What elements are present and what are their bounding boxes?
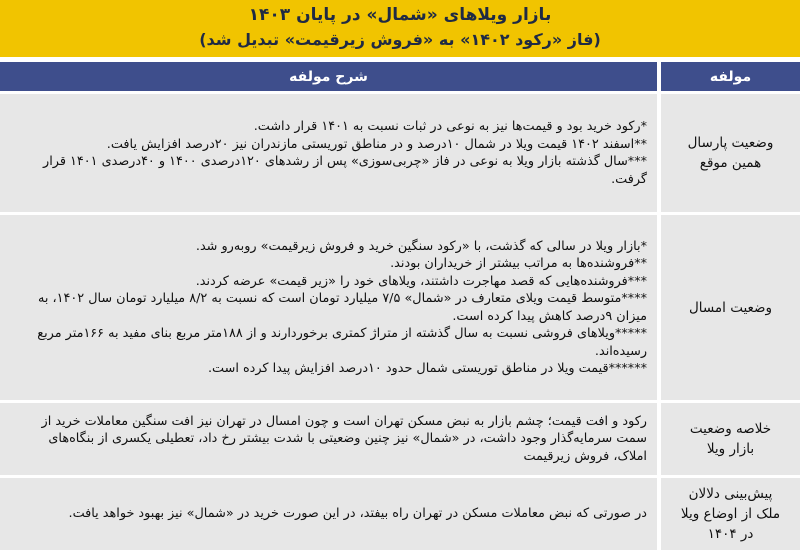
row-factor-label: خلاصه وضعیت xyxy=(689,421,772,437)
row-factor-label: ملک از اوضاع ویلا xyxy=(680,506,781,522)
description-item: ******قیمت ویلا در مناطق توریستی شمال حدود ۱۰درصد افزایش پیدا کرده است. xyxy=(207,361,647,376)
table-row xyxy=(0,215,800,400)
table-row xyxy=(0,478,800,550)
description-item: *بازار ویلا در سالی که گذشت، با «رکود سنگین خرید و فروش زیرقیمت» روبه‌رو شد. xyxy=(195,238,647,254)
description-item: در صورتی که نبض معاملات مسکن در تهران راه بیفتد، در این صورت خرید در «شمال» نیز بهبود خواهد یافت. xyxy=(68,506,647,522)
row-factor-label: همین موقع xyxy=(699,155,762,171)
description-item: ****متوسط قیمت ویلای متعارف در «شمال» ۷/۵ میلیارد تومان است که نسبت به ۸/۲ میلیارد تومان سال ۱۴۰۲، به میزان ۹درصد کاهش پیدا کرده است. xyxy=(38,291,647,324)
header-description: شرح مولفه xyxy=(0,62,657,91)
table-header-row xyxy=(0,62,800,91)
header-factor: مولفه xyxy=(657,62,800,91)
description-item: **فروشنده‌ها به مراتب بیشتر از خریداران بودند. xyxy=(390,256,647,271)
description-item: ***فروشنده‌هایی که قصد مهاجرت داشتند، ویلاهای خود را «زیر قیمت» عرضه کردند. xyxy=(195,273,647,289)
row-factor-cell xyxy=(657,403,800,475)
title-main: بازار ویلاهای «شمال» در پایان ۱۴۰۳ xyxy=(248,5,552,25)
description-item: *رکود خرید بود و قیمت‌ها نیز به نوعی در ثبات نسبت به ۱۴۰۱ قرار داشت. xyxy=(253,119,647,134)
table-row xyxy=(0,94,800,212)
description-item: ***سال گذشته بازار ویلا به نوعی در فاز «چربی‌سوزی» پس از رشدهای ۱۲۰درصدی ۱۴۰۰ و ۴۰درصدی ۱۴۰۱ قرار گرفت. xyxy=(43,154,647,187)
row-factor-label: وضعیت امسال xyxy=(688,299,773,316)
row-factor-cell xyxy=(657,215,800,400)
info-table xyxy=(0,59,800,553)
description-item: **اسفند ۱۴۰۲ قیمت ویلا در شمال ۱۰درصد و در مناطق توریستی مازندران نیز ۲۰درصد افزایش یافت. xyxy=(106,136,647,152)
row-factor-label: پیش‌بینی دلالان xyxy=(688,486,773,502)
table-row xyxy=(0,403,800,475)
row-factor-label: بازار ویلا xyxy=(706,441,755,457)
title-banner xyxy=(0,0,800,57)
row-description-cell xyxy=(0,478,657,550)
row-description-cell xyxy=(0,403,657,475)
row-description-cell xyxy=(0,215,657,400)
row-factor-label: وضعیت پارسال xyxy=(687,135,774,151)
row-factor-label: در ۱۴۰۴ xyxy=(707,526,754,542)
description-item: *****ویلاهای فروشی نسبت به سال گذشته از متراژ کمتری برخوردارند و از ۱۸۸متر مربع بنای مفید به ۱۶۶متر مربع رسیده‌اند. xyxy=(37,326,647,359)
description-item: رکود و افت قیمت؛ چشم بازار به نبض مسکن تهران است و چون امسال در تهران نیز افت سنگین معاملات خرید از سمت سرمایه‌گذار وجود داشت، در «شمال» نیز چنین وضعیتی با شدت بیشتر رخ داد، تعطیلی یکسری از بنگاه‌های املاک، فروش زیرقیمت xyxy=(41,413,647,464)
row-description-cell xyxy=(0,94,657,212)
row-factor-cell xyxy=(657,478,800,550)
title-subtitle: (فاز «رکود ۱۴۰۲» به «فروش زیرقیمت» تبدیل شد) xyxy=(199,30,601,49)
row-factor-cell xyxy=(657,94,800,212)
